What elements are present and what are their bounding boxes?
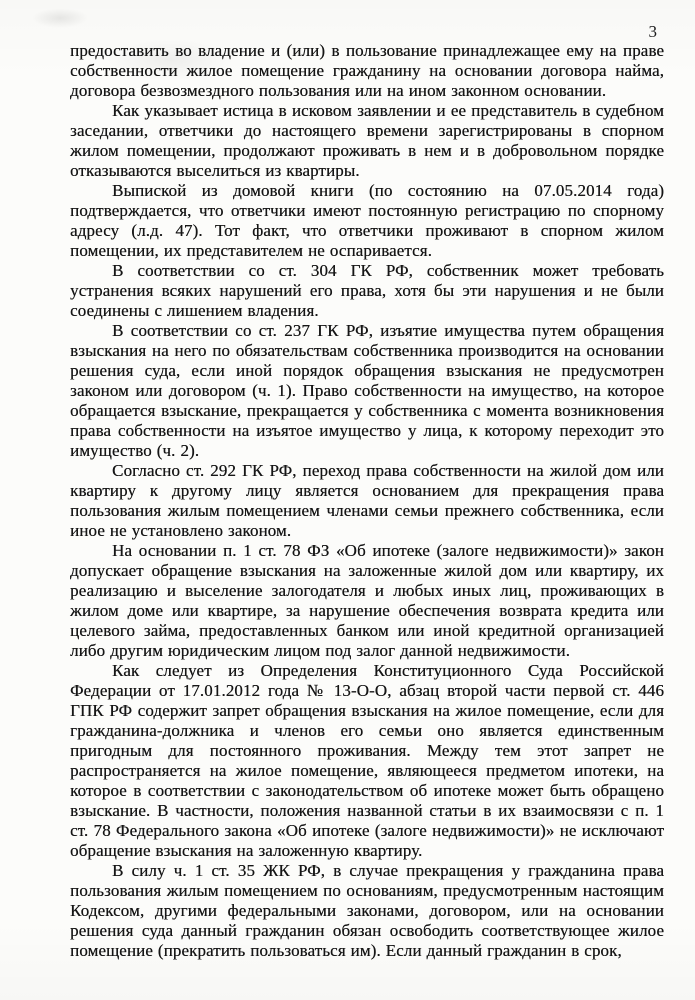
paragraph: Выпиской из домовой книги (по состоянию на 07.05.2014 года) подтверждается, что ответчики имеют постоянную регистрацию по спорному адресу (л.д. 47). Тот факт, что ответчики проживают в спорном жилом помещении, их представителем не оспаривается. — [70, 181, 664, 260]
paragraph: В соответствии со ст. 304 ГК РФ, собственник может требовать устранения всяких нарушений его права, хотя бы эти нарушения и не были соединены с лишением владения. — [70, 261, 664, 320]
page-number: 3 — [648, 22, 657, 41]
paragraph: Согласно ст. 292 ГК РФ, переход права собственности на жилой дом или квартиру к другому лицу является основанием для прекращения права пользования жилым помещением членами семьи прежнего собственника, если иное не установлено законом. — [70, 461, 664, 540]
paragraph: Как указывает истица в исковом заявлении и ее представитель в судебном заседании, ответчики до настоящего времени зарегистрированы в спорном жилом помещении, продолжают проживать в нем и в добровольном порядке отказываются выселиться из квартиры. — [70, 101, 664, 180]
document-body — [70, 41, 664, 961]
paragraph: предоставить во владение и (или) в пользование принадлежащее ему на праве собственности жилое помещение гражданину на основании договора найма, договора безвозмездного пользования или на ином законном основании. — [70, 41, 664, 100]
paragraph: В соответствии со ст. 237 ГК РФ, изъятие имущества путем обращения взыскания на него по обязательствам собственника производится на основании решения суда, если иной порядок обращения взыскания не предусмотрен законом или договором (ч. 1). Право собственности на имущество, на которое обращается взыскание, прекращается у собственника с момента возникновения права собственности на изъятое имущество у лица, к которому переходит это имущество (ч. 2). — [70, 321, 664, 460]
paragraph: В силу ч. 1 ст. 35 ЖК РФ, в случае прекращения у гражданина права пользования жилым помещением по основаниям, предусмотренным настоящим Кодексом, другими федеральными законами, договором, или на основании решения суда данный гражданин обязан освободить соответствующее жилое помещение (прекратить пользоваться им). Если данный гражданин в срок, — [70, 861, 664, 960]
paragraph: На основании п. 1 ст. 78 ФЗ «Об ипотеке (залоге недвижимости)» закон допускает обращение взыскания на заложенные жилой дом или квартиру, их реализацию и выселение залогодателя и любых иных лиц, проживающих в жилом доме или квартире, за нарушение обеспечения возврата кредита или целевого займа, предоставленных банком или иной кредитной организацией либо другим юридическим лицом под залог данной недвижимости. — [70, 541, 664, 660]
paragraph: Как следует из Определения Конституционного Суда Российской Федерации от 17.01.2012 года № 13-О-О, абзац второй части первой ст. 446 ГПК РФ содержит запрет обращения взыскания на жилое помещение, если для гражданина-должника и членов его семьи оно является единственным пригодным для постоянного проживания. Между тем этот запрет не распространяется на жилое помещение, являющееся предметом ипотеки, на которое в соответствии с законодательством об ипотеке может быть обращено взыскание. В частности, положения названной статьи в их взаимосвязи с п. 1 ст. 78 Федерального закона «Об ипотеке (залоге недвижимости)» не исключают обращение взыскания на заложенную квартиру. — [70, 661, 664, 860]
